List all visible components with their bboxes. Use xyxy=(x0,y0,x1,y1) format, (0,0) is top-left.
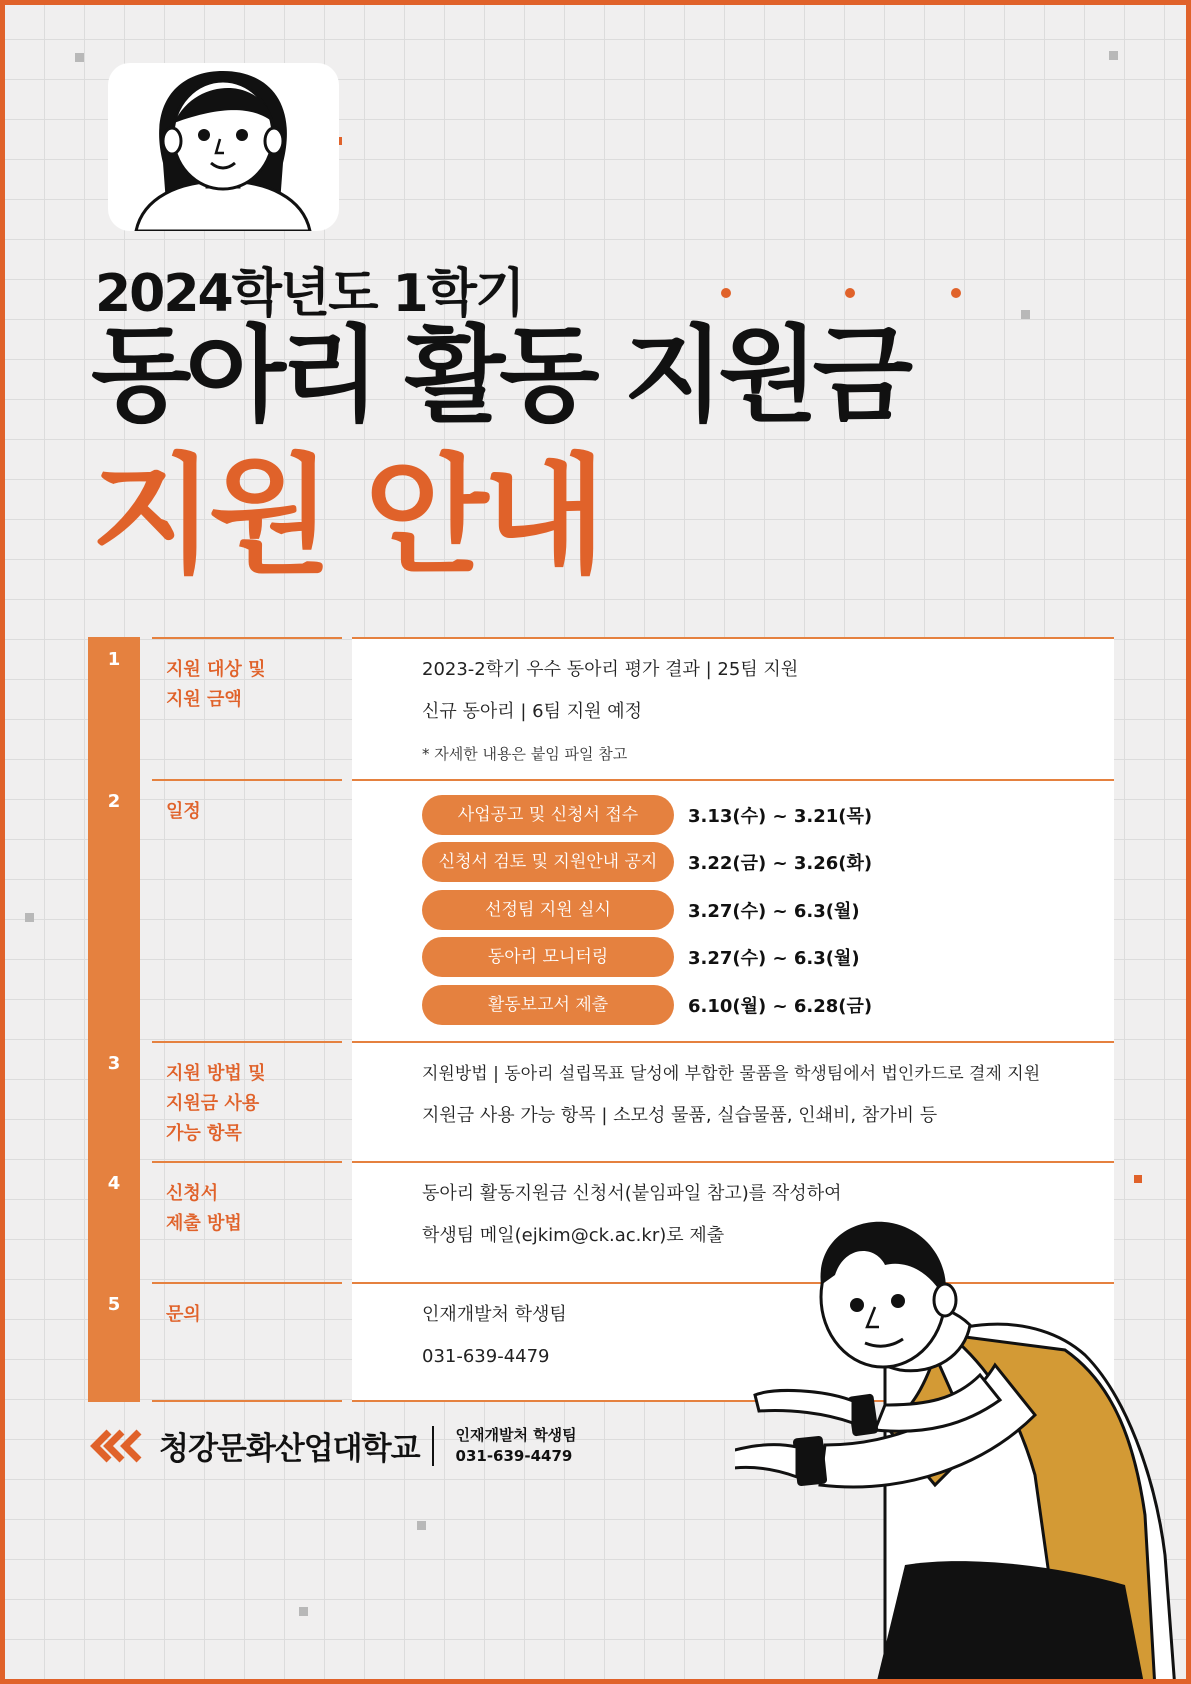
schedule-pill: 선정팀 지원 실시 xyxy=(422,890,674,930)
footer-phone: 031-639-4479 xyxy=(455,1446,573,1465)
row-label xyxy=(152,637,342,779)
row-content xyxy=(352,637,1114,779)
schedule-item xyxy=(422,981,1114,1029)
schedule-date: 3.27(수) ~ 6.3(월) xyxy=(688,948,860,970)
row-label-line: 가능 항목 xyxy=(166,1123,242,1144)
row-number: 4 xyxy=(88,1161,140,1282)
row-number: 3 xyxy=(88,1041,140,1161)
decor-square-orange xyxy=(1134,1175,1142,1183)
row-label-line: 지원 대상 및 xyxy=(166,659,266,680)
schedule-pill: 신청서 검토 및 지원안내 공지 xyxy=(422,842,674,882)
schedule-item xyxy=(422,791,1114,839)
footer-contact xyxy=(456,1425,577,1467)
decor-dot xyxy=(845,288,855,298)
row-label xyxy=(152,779,342,1041)
row-number: 2 xyxy=(88,779,140,1041)
row-label-line: 지원 금액 xyxy=(166,689,242,710)
decor-dot xyxy=(951,288,961,298)
ck-logo-icon xyxy=(89,1429,143,1463)
decor-square xyxy=(299,1607,308,1616)
woman-avatar-illustration xyxy=(108,63,339,231)
decor-dot xyxy=(721,288,731,298)
man-pointing-illustration xyxy=(735,1215,1191,1684)
row-label-line: 제출 방법 xyxy=(166,1213,242,1234)
content-line: 신규 동아리 | 6팀 지원 예정 xyxy=(422,701,643,722)
row-number: 5 xyxy=(88,1282,140,1402)
content-line: 인재개발처 학생팀 xyxy=(422,1304,567,1325)
university-name: 청강문화산업대학교 xyxy=(159,1431,420,1467)
row-label xyxy=(152,1041,342,1161)
row-label xyxy=(152,1282,342,1402)
row-label-line: 일정 xyxy=(166,801,201,822)
schedule-item xyxy=(422,934,1114,982)
table-row xyxy=(88,637,1114,779)
schedule-item xyxy=(422,886,1114,934)
schedule-date: 3.13(수) ~ 3.21(목) xyxy=(688,805,873,827)
content-line: 031-639-4479 xyxy=(422,1346,550,1367)
content-note: * 자세한 내용은 붙임 파일 참고 xyxy=(422,745,628,763)
row-label-line: 문의 xyxy=(166,1304,201,1325)
row-content xyxy=(352,1041,1114,1161)
woman-avatar-card xyxy=(108,63,339,231)
title-main: 동아리 활동 지원금 xyxy=(91,314,908,436)
decor-square xyxy=(417,1521,426,1530)
content-line: 학생팀 메일(ejkim@ck.ac.kr)로 제출 xyxy=(422,1225,725,1246)
decor-square xyxy=(25,913,34,922)
schedule-date: 3.22(금) ~ 3.26(화) xyxy=(688,853,873,875)
title-accent: 지원 안내 xyxy=(91,442,601,591)
decor-square xyxy=(1109,51,1118,60)
content-line: 지원방법 | 동아리 설립목표 달성에 부합한 물품을 학생팀에서 법인카드로 결제 지원 xyxy=(422,1064,1041,1084)
row-label xyxy=(152,1161,342,1282)
row-label-line: 지원금 사용 xyxy=(166,1093,260,1114)
table-row xyxy=(88,779,1114,1041)
schedule-date: 3.27(수) ~ 6.3(월) xyxy=(688,900,860,922)
divider xyxy=(432,1426,434,1466)
schedule-item xyxy=(422,839,1114,887)
content-line: 지원금 사용 가능 항목 | 소모성 물품, 실습물품, 인쇄비, 참가비 등 xyxy=(422,1105,938,1126)
schedule-pill: 활동보고서 제출 xyxy=(422,985,674,1025)
decor-square xyxy=(1021,310,1030,319)
footer-dept: 인재개발처 학생팀 xyxy=(455,1425,577,1444)
row-number: 1 xyxy=(88,637,140,779)
footer xyxy=(89,1423,577,1468)
schedule-date: 6.10(월) ~ 6.28(금) xyxy=(688,995,873,1017)
row-content xyxy=(352,779,1114,1041)
table-row xyxy=(88,1041,1114,1161)
row-label-line: 지원 방법 및 xyxy=(166,1063,266,1084)
schedule-pill: 사업공고 및 신청서 접수 xyxy=(422,795,674,835)
row-label-line: 신청서 xyxy=(166,1183,219,1204)
content-line: 2023-2학기 우수 동아리 평가 결과 | 25팀 지원 xyxy=(422,659,799,680)
title-year: 2024학년도 1학기 xyxy=(95,264,524,324)
schedule-pill: 동아리 모니터링 xyxy=(422,937,674,977)
content-line: 동아리 활동지원금 신청서(붙임파일 참고)를 작성하여 xyxy=(422,1183,842,1204)
decor-square xyxy=(75,53,84,62)
